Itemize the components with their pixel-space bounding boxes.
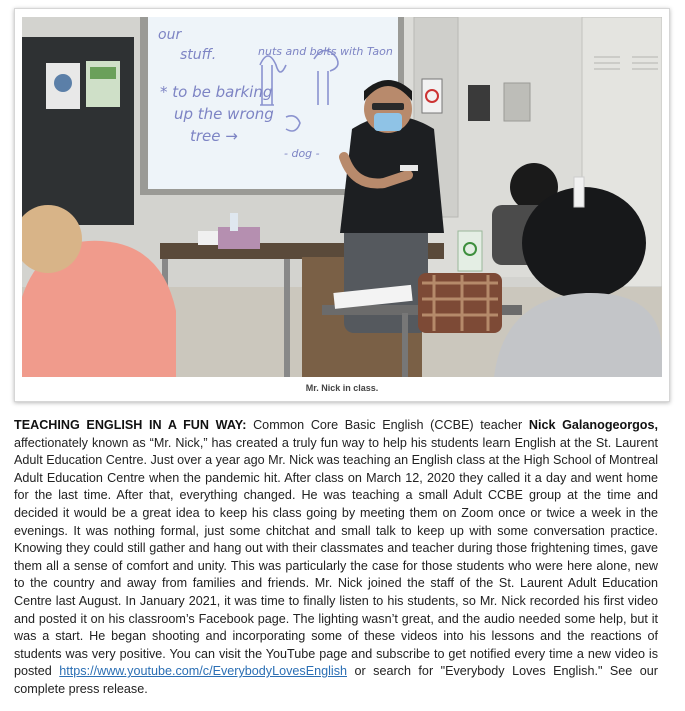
- article-text-1: Common Core Basic English (CCBE) teacher: [246, 418, 529, 432]
- article-paragraph: [14, 417, 658, 699]
- article-lead: TEACHING ENGLISH IN A FUN WAY:: [14, 418, 247, 432]
- article-text-3: or search for "Everybody Loves English." See our complete press release.: [14, 664, 658, 696]
- board-line-7: - dog -: [284, 147, 320, 160]
- board-line-5: up the wrong: [174, 105, 274, 123]
- photo-card: [14, 8, 670, 402]
- board-line-4: * to be barking: [160, 83, 273, 101]
- board-line-3: nuts and bolts with Taon: [258, 45, 393, 58]
- article-text-2: affectionately known as “Mr. Nick,” has created a truly fun way to help his students learn English at the St. Laurent Adult Education Centre. Just over a year ago Mr. Nick was teaching an English class at the High School of Montreal Adult Education Centre when the pandemic hit. After class on March 12, 2020 they called it a day and went home for the last time. After that, everything changed. He was teaching a small Adult CCBE group at the time and decided it would be a great idea to keep his class going by meeting them on Zoom once or twice a week in the evenings. It was nothing formal, just some chitchat and small talk to keep up with some conversation practice. Knowing they could still gather and hang out with their classmates and teacher during those frightening times, gave them all a sense of comfort and unity. This was particularly the case for those students who were here alone, new to the country and away from families and friends. Mr. Nick joined the staff of the St. Laurent Adult Education Centre last August. In January 2021, it was time to finally listen to his students, so Mr. Nick recorded his first video and posted it on his classroom’s Facebook page. The lighting wasn’t great, and the audio needed some help, but it was a start. He began shooting and incorporating some of these videos into his lessons and the reactions of students was very positive. You can visit the YouTube page and subscribe to get notified every time a new video is posted: [14, 435, 659, 679]
- board-line-2: stuff.: [180, 47, 217, 63]
- board-line-1: our: [158, 27, 182, 43]
- classroom-scene: [22, 17, 662, 377]
- article-body: [14, 417, 658, 699]
- teacher-name: Nick Galanogeorgos,: [528, 418, 658, 432]
- classroom-photo: [22, 17, 662, 377]
- photo-caption: Mr. Nick in class.: [305, 383, 379, 393]
- board-line-6: tree →: [190, 127, 238, 145]
- youtube-channel-link[interactable]: https://www.youtube.com/c/EverybodyLovesEnglish: [59, 664, 347, 679]
